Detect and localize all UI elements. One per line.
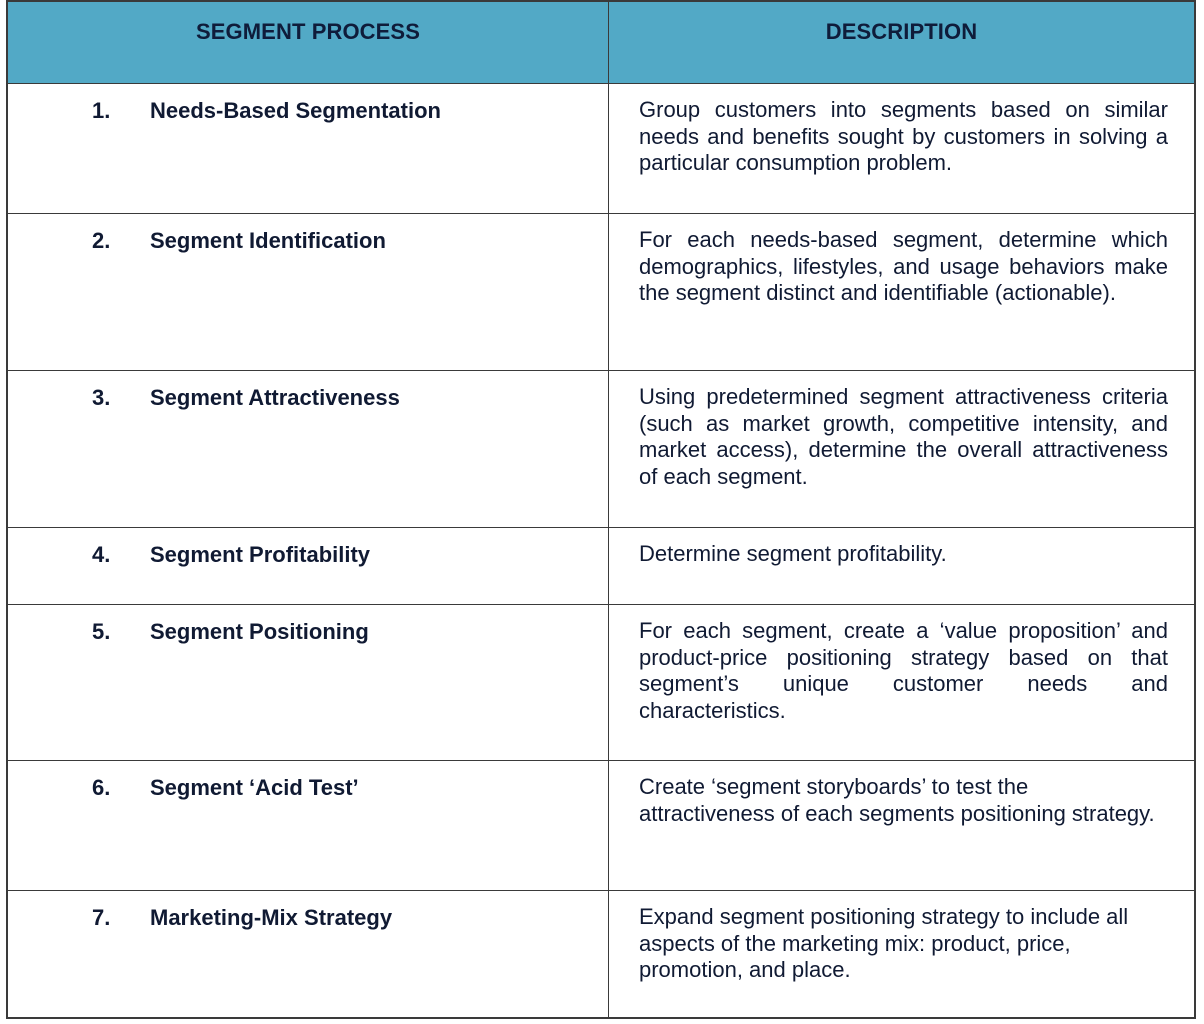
header-description [609, 2, 1194, 84]
step-name: Segment ‘Acid Test’ [150, 775, 359, 800]
table-row-process [8, 605, 609, 761]
step-name: Segment Positioning [150, 619, 369, 644]
step-number: 6. [92, 775, 111, 800]
table-row-description: Group customers into segments based on similar needs and benefits sought by customers in solving a particular consumption problem. [609, 84, 1194, 214]
step-name: Marketing-Mix Strategy [150, 905, 393, 930]
step-number: 4. [92, 542, 111, 567]
header-segment-process-label: SEGMENT PROCESS [196, 19, 420, 44]
table-row-process [8, 528, 609, 605]
step-number: 1. [92, 98, 111, 123]
table-row-description: Expand segment positioning strategy to include all aspects of the marketing mix: product, price, promotion, and place. [639, 904, 1129, 982]
step-name: Segment Attractiveness [150, 385, 400, 410]
table-row-description: Determine segment profitability. [609, 528, 1194, 605]
table-row-process [8, 371, 609, 528]
step-number: 7. [92, 905, 111, 930]
table-row-process [8, 84, 609, 214]
table-row-process [8, 214, 609, 371]
step-number: 2. [92, 228, 111, 253]
step-name: Segment Identification [150, 228, 386, 253]
table-row-description: Create ‘segment storyboards’ to test the attractiveness of each segments positioning strategy. [609, 761, 1194, 891]
table-row-description: For each segment, create a ‘value proposition’ and product-price positioning strategy based on that segment’s unique customer needs and characteristics. [609, 605, 1194, 761]
header-description-label: DESCRIPTION [825, 19, 978, 44]
table-row-process [8, 891, 609, 1017]
step-number: 5. [92, 619, 111, 644]
table-row-description: For each needs-based segment, determine which demographics, lifestyles, and usage behaviors make the segment distinct and identifiable (actionable). [609, 214, 1194, 371]
table-row-process [8, 761, 609, 891]
step-name: Needs-Based Segmentation [150, 98, 441, 123]
step-number: 3. [92, 385, 111, 410]
step-name: Segment Profitability [150, 542, 371, 567]
table-row-description: Using predetermined segment attractiveness criteria (such as market growth, competitive intensity, and market access), determine the overall attractiveness of each segment. [609, 371, 1194, 528]
segment-process-table [6, 0, 1196, 1019]
header-segment-process [8, 2, 609, 84]
